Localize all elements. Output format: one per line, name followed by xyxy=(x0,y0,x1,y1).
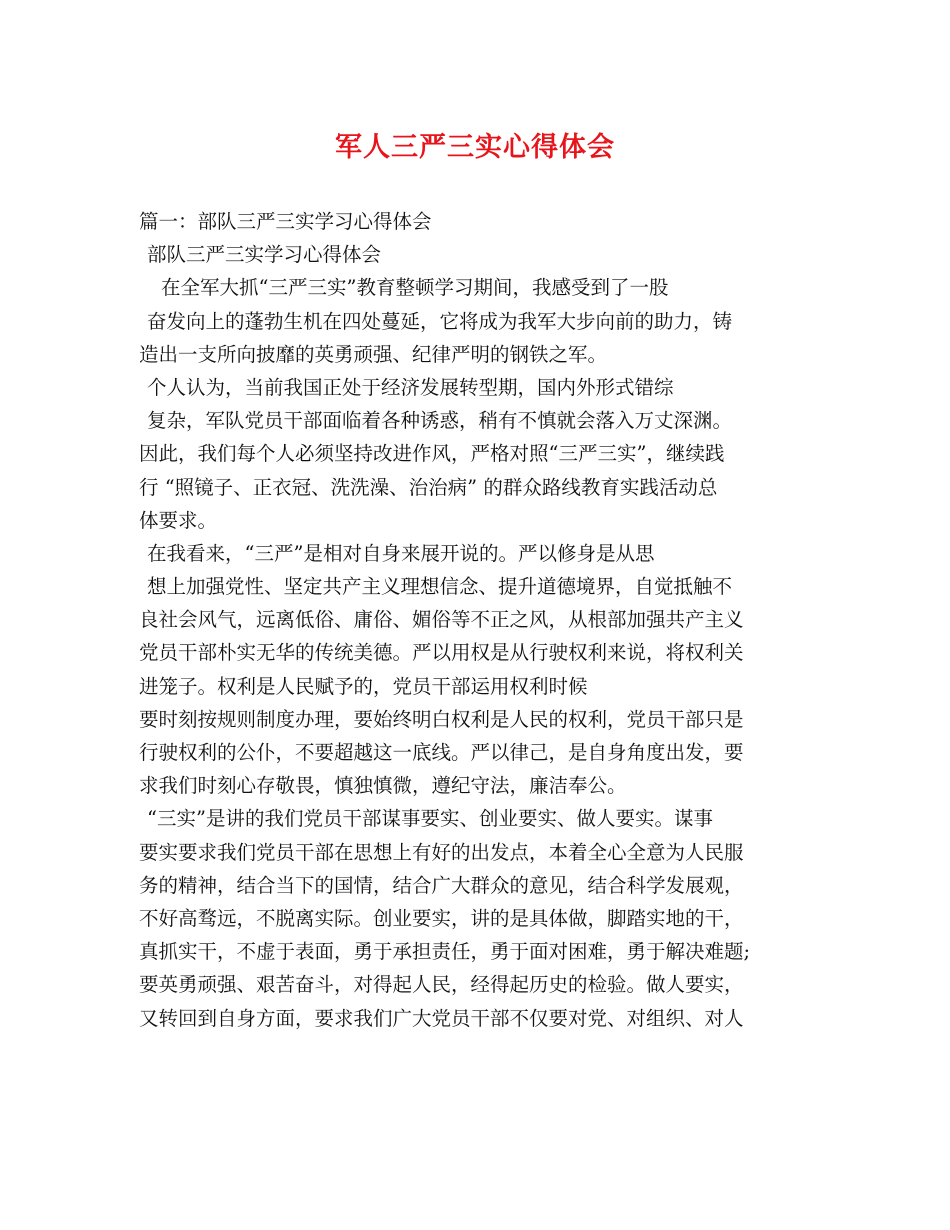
text-line: 个人认为，当前我国正处于经济发展转型期，国内外形式错综 xyxy=(147,375,674,399)
text-line: 务的精神，结合当下的国情，结合广大群众的意见，结合科学发展观， xyxy=(139,873,744,897)
text-line: 要英勇顽强、艰苦奋斗，对得起人民，经得起历史的检验。做人要实， xyxy=(139,973,744,997)
text-line: 行 “照镜子、正衣冠、洗洗澡、治治病” 的群众路线教育实践活动总 xyxy=(139,475,718,499)
text-line: 想上加强党性、坚定共产主义理想信念、提升道德境界，自觉抵触不 xyxy=(147,575,733,599)
text-line: 良社会风气，远离低俗、庸俗、媚俗等不正之风，从根部加强共产主义 xyxy=(139,608,744,632)
text-line: 要实要求我们党员干部在思想上有好的出发点，本着全心全意为人民服 xyxy=(139,840,744,864)
document-title: 军人三严三实心得体会 xyxy=(335,132,615,163)
text-line: 复杂，军队党员干部面临着各种诱惑，稍有不慎就会落入万丈深渊。 xyxy=(147,409,733,433)
text-line: 体要求。 xyxy=(139,508,218,532)
text-line: 进笼子。权利是人民赋予的，党员干部运用权利时候 xyxy=(139,674,588,698)
document-body xyxy=(139,205,839,1035)
text-line: 因此，我们每个人必须坚持改进作风，严格对照“三严三实”，继续践 xyxy=(139,442,725,466)
text-line: 部队三严三实学习心得体会 xyxy=(147,243,382,267)
text-line: 不好高骛远，不脱离实际。创业要实，讲的是具体做，脚踏实地的干， xyxy=(139,906,744,930)
text-line: 求我们时刻心存敬畏，慎独慎微，遵纪守法，廉洁奉公。 xyxy=(139,774,627,798)
text-line: 党员干部朴实无华的传统美德。严以用权是从行驶权利来说，将权利关 xyxy=(139,641,744,665)
text-line: 行驶权利的公仆，不要超越这一底线。严以律己，是自身角度出发，要 xyxy=(139,741,744,764)
text-line: 造出一支所向披靡的英勇顽强、纪律严明的钢铁之军。 xyxy=(139,342,608,366)
text-line: 真抓实干，不虚于表面，勇于承担责任，勇于面对困难，勇于解决难题; xyxy=(139,940,751,964)
text-line: 篇一：部队三严三实学习心得体会 xyxy=(139,210,432,233)
text-line: 在我看来，“三严”是相对自身来展开说的。严以修身是从思 xyxy=(147,541,655,565)
text-line: 奋发向上的蓬勃生机在四处蔓延，它将成为我军大步向前的助力，铸 xyxy=(147,309,733,333)
text-line: “三实”是讲的我们党员干部谋事要实、创业要实、做人要实。谋事 xyxy=(147,807,713,831)
text-line: 要时刻按规则制度办理，要始终明白权利是人民的权利，党员干部只是 xyxy=(139,707,744,731)
text-line: 在全军大抓“三严三实”教育整顿学习期间，我感受到了一股 xyxy=(161,276,669,300)
text-line: 又转回到自身方面，要求我们广大党员干部不仅要对党、对组织、对人 xyxy=(139,1006,744,1030)
